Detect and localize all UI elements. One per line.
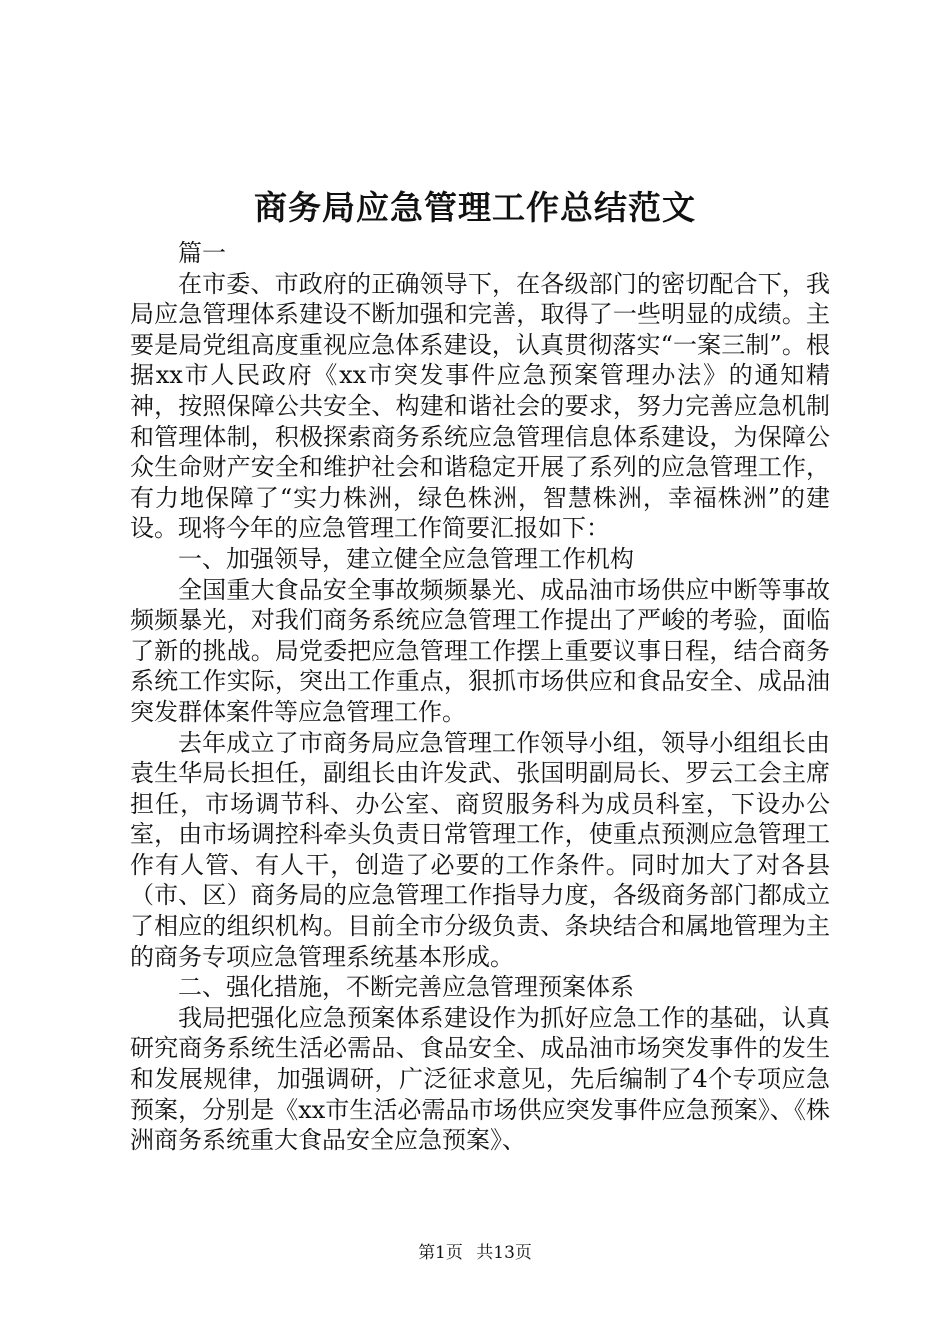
section-label: 篇一 bbox=[178, 239, 226, 267]
document-title: 商务局应急管理工作总结范文 bbox=[254, 188, 696, 227]
body-paragraph: 去年成立了市商务局应急管理工作领导小组，领导小组组长由袁生华局长担任，副组长由许发武、张国明副局长、罗云工会主席担任，市场调节科、办公室、商贸服务科为成员科室，下设办公室，由市场调控科牵头负责日常管理工作，使重点预测应急管理工作有人管、有人干，创造了必要的工作条件。同时加大了对各县（市、区）商务局的应急管理工作指导力度，各级商务部门都成立了相应的组织机构。目前全市分级负责、条块结合和属地管理为主的商务专项应急管理系统基本形成。 bbox=[130, 728, 830, 971]
body-paragraph: 全国重大食品安全事故频频暴光、成品油市场供应中断等事故频频暴光，对我们商务系统应急管理工作提出了严峻的考验，面临了新的挑战。局党委把应急管理工作摆上重要议事日程，结合商务系统工作实际，突出工作重点，狠抓市场供应和食品安全、成品油突发群体案件等应急管理工作。 bbox=[130, 575, 830, 726]
section-heading: 一、加强领导，建立健全应急管理工作机构 bbox=[178, 544, 634, 573]
body-paragraph: 我局把强化应急预案体系建设作为抓好应急工作的基础，认真研究商务系统生活必需品、食品安全、成品油市场突发事件的发生和发展规律，加强调研，广泛征求意见，先后编制了4个专项应急预案，分别是《xx市生活必需品市场供应突发事件应急预案》、《株洲商务系统重大食品安全应急预案》、 bbox=[130, 1003, 830, 1155]
page-total: 共13页 bbox=[476, 1243, 532, 1263]
document-body bbox=[130, 238, 830, 1156]
section-heading: 二、强化措施，不断完善应急管理预案体系 bbox=[178, 973, 634, 1002]
page-footer bbox=[0, 1242, 950, 1264]
body-paragraph: 在市委、市政府的正确领导下，在各级部门的密切配合下，我局应急管理体系建设不断加强和完善，取得了一些明显的成绩。主要是局党组高度重视应急体系建设，认真贯彻落实“一案三制”。根据xx市人民政府《xx市突发事件应急预案管理办法》的通知精神，按照保障公共安全、构建和谐社会的要求，努力完善应急机制和管理体制，积极探索商务系统应急管理信息体系建设，为保障公众生命财产安全和维护社会和谐稳定开展了系列的应急管理工作，有力地保障了“实力株洲，绿色株洲，智慧株洲，幸福株洲”的建设。现将今年的应急管理工作简要汇报如下： bbox=[130, 269, 830, 543]
page-number: 第1页 bbox=[418, 1243, 463, 1263]
